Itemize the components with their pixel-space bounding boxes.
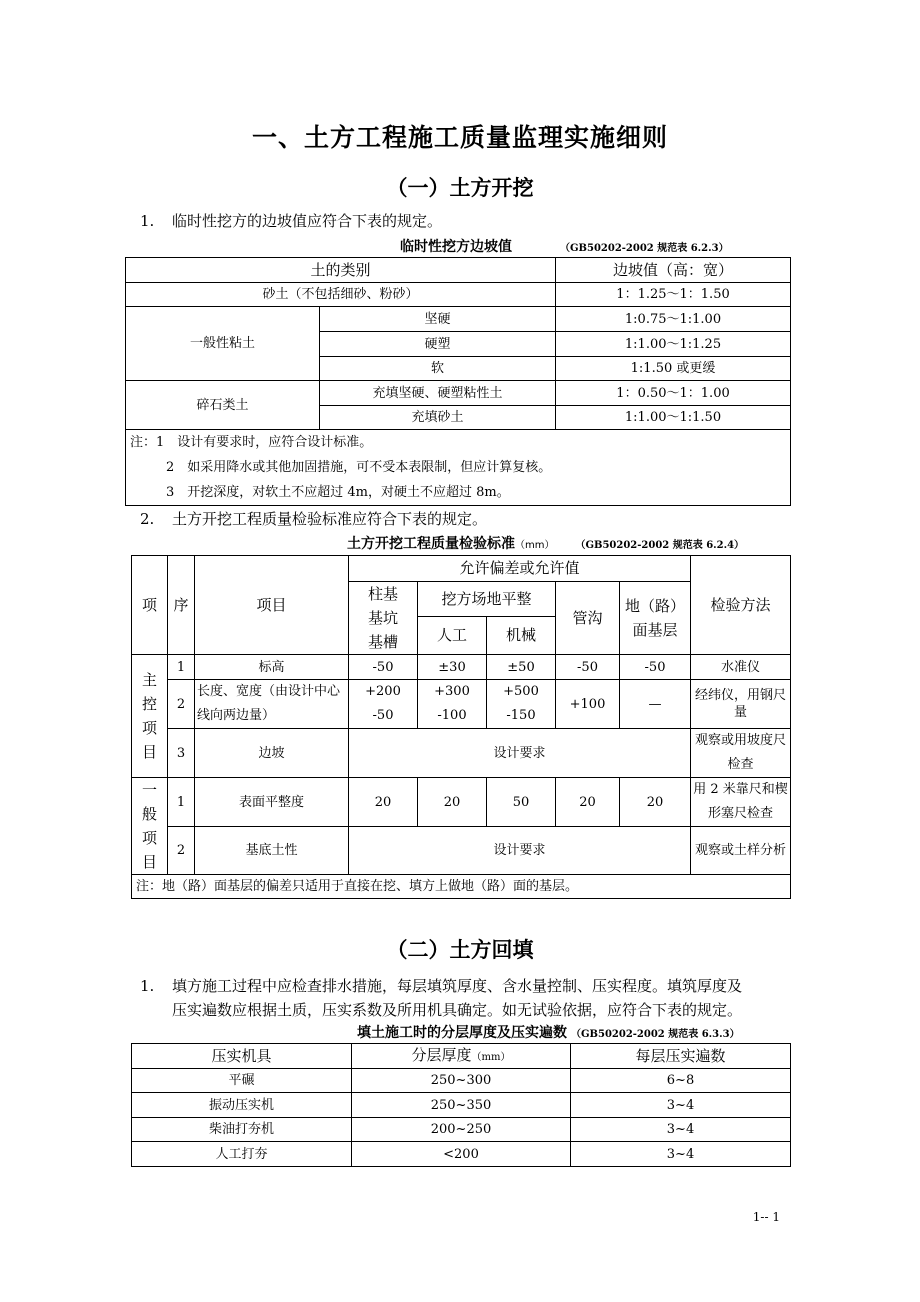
header-site: 挖方场地平整 — [418, 582, 556, 617]
category-main: 主 控 项 目 — [132, 655, 168, 778]
cell-value: 20 — [556, 778, 620, 827]
table-cell: 1：0.50～1：1.00 — [556, 381, 791, 406]
header-pit: 柱基 基坑 基槽 — [349, 582, 418, 655]
cell-value: 50 — [487, 778, 556, 827]
section2-para1 — [140, 974, 742, 1022]
para-text: 土方开挖工程质量检验标准应符合下表的规定。 — [172, 510, 488, 528]
page-title: 一、土方工程施工质量监理实施细则 — [251, 123, 668, 152]
para-number: 1. — [140, 212, 155, 230]
header-item: 项目 — [195, 556, 349, 655]
cell-value: +500 -150 — [487, 680, 556, 729]
cell-method: 用 2 米靠尺和楔形塞尺检查 — [691, 778, 791, 827]
cell-seq: 2 — [168, 827, 195, 875]
cell-value: ±30 — [418, 655, 487, 680]
table-cell: 1：1.25～1：1.50 — [556, 283, 791, 307]
cell-item: 标高 — [195, 655, 349, 680]
cell-value: 20 — [349, 778, 418, 827]
table-cell: 柴油打夯机 — [132, 1118, 352, 1142]
cell-merged: 设计要求 — [349, 827, 691, 875]
table-cell: 充填砂土 — [320, 406, 556, 430]
cell-method: 水准仪 — [691, 655, 791, 680]
para-line: 压实遍数应根据土质，压实系数及所用机具确定。如无试验依据，应符合下表的规定。 — [172, 1001, 743, 1019]
cell-value: — — [620, 680, 691, 729]
section1-para2 — [140, 509, 487, 529]
table1-caption-text: 临时性挖方边坡值 — [400, 239, 512, 255]
table-cell: <200 — [352, 1142, 571, 1167]
header-machine: 机械 — [487, 617, 556, 655]
cell-seq: 1 — [168, 778, 195, 827]
cell-method: 观察或土样分析 — [691, 827, 791, 875]
cell-merged: 设计要求 — [349, 729, 691, 778]
table1-ref: （GB50202-2002 规范表 6.2.3） — [560, 243, 729, 254]
table-cell: 3~4 — [571, 1118, 791, 1142]
table-cell: 3~4 — [571, 1093, 791, 1118]
table3-caption — [357, 1022, 740, 1042]
table-header: 土的类别 — [126, 258, 556, 283]
header-manual: 人工 — [418, 617, 487, 655]
cell-item: 长度、宽度（由设计中心线向两边量） — [195, 680, 349, 729]
table-header: 压实机具 — [132, 1044, 352, 1069]
cell-value: ±50 — [487, 655, 556, 680]
table-slope-values — [125, 257, 791, 506]
section1-heading: （一）土方开挖 — [386, 176, 534, 200]
table2-caption-text: 土方开挖工程质量检验标准 — [347, 536, 515, 552]
note-line: 3 开挖深度，对软土不应超过 4m，对硬土不应超过 8m。 — [166, 485, 510, 500]
cell-item: 基底土性 — [195, 827, 349, 875]
table-cell: 人工打夯 — [132, 1142, 352, 1167]
table1-caption — [400, 236, 729, 256]
section1-para1 — [140, 211, 442, 231]
cell-method: 经纬仪，用钢尺量 — [691, 680, 791, 729]
cell-method: 观察或用坡度尺检查 — [691, 729, 791, 778]
table2-unit: （mm） — [515, 540, 555, 551]
table-cell: 250~300 — [352, 1069, 571, 1093]
cell-seq: 2 — [168, 680, 195, 729]
header-text: 分层厚度 — [411, 1045, 472, 1064]
table-cell: 坚硬 — [320, 307, 556, 332]
table-cell: 6~8 — [571, 1069, 791, 1093]
table2-caption — [347, 533, 744, 553]
table-cell: 软 — [320, 357, 556, 381]
table-cell: 1:0.75～1:1.00 — [556, 307, 791, 332]
header-seq: 序 — [168, 556, 195, 655]
table-header: 每层压实遍数 — [571, 1044, 791, 1069]
header-allowance: 允许偏差或允许值 — [349, 556, 691, 582]
cell-item: 边坡 — [195, 729, 349, 778]
note-line: 2 如采用降水或其他加固措施，可不受本表限制，但应计算复核。 — [166, 460, 552, 475]
para-number: 1. — [140, 977, 155, 995]
cell-value: 20 — [418, 778, 487, 827]
header-item-category: 项 — [132, 556, 168, 655]
category-general: 一 般 项 目 — [132, 778, 168, 875]
table-cell-group: 一般性粘土 — [126, 307, 320, 381]
table-fill-layers — [131, 1043, 791, 1167]
section2-heading: （二）土方回填 — [386, 938, 534, 962]
table2-note: 注：地（路）面基层的偏差只适用于直接在挖、填方上做地（路）面的基层。 — [132, 875, 791, 899]
table-cell: 砂土（不包括细砂、粉砂） — [126, 283, 556, 307]
table-cell: 硬塑 — [320, 332, 556, 357]
table-cell: 1:1.00～1:1.50 — [556, 406, 791, 430]
table2-ref: （GB50202-2002 规范表 6.2.4） — [580, 540, 745, 551]
table-cell-group: 碎石类土 — [126, 381, 320, 430]
header-method: 检验方法 — [691, 556, 791, 655]
para-text: 填方施工过程中应检查排水措施，每层填筑厚度、含水量控制、压实程度。填筑厚度及 — [172, 977, 743, 995]
table-cell: 3~4 — [571, 1142, 791, 1167]
header-pipe: 管沟 — [556, 582, 620, 655]
cell-seq: 3 — [168, 729, 195, 778]
table-cell: 250~350 — [352, 1093, 571, 1118]
table-cell: 振动压实机 — [132, 1093, 352, 1118]
cell-value: +300 -100 — [418, 680, 487, 729]
table3-caption-text: 填土施工时的分层厚度及压实遍数 — [357, 1025, 567, 1041]
header-road: 地（路） 面基层 — [620, 582, 691, 655]
cell-value: -50 — [349, 655, 418, 680]
cell-value: -50 — [620, 655, 691, 680]
note-line: 注：1 设计有要求时，应符合设计标准。 — [130, 435, 373, 450]
table-cell: 1:1.50 或更缓 — [556, 357, 791, 381]
cell-item: 表面平整度 — [195, 778, 349, 827]
page-number: 1-- 1 — [752, 1210, 780, 1224]
header-unit: （mm） — [471, 1051, 511, 1063]
cell-value: -50 — [556, 655, 620, 680]
table3-ref: （GB50202-2002 规范表 6.3.3） — [571, 1029, 740, 1040]
table-cell: 充填坚硬、硬塑粘性土 — [320, 381, 556, 406]
cell-seq: 1 — [168, 655, 195, 680]
table-header: 边坡值（高：宽） — [556, 258, 791, 283]
table-cell: 200~250 — [352, 1118, 571, 1142]
para-text: 临时性挖方的边坡值应符合下表的规定。 — [172, 212, 443, 230]
cell-value: +100 — [556, 680, 620, 729]
para-line — [140, 974, 742, 998]
table-cell: 1:1.00～1:1.25 — [556, 332, 791, 357]
cell-value: +200 -50 — [349, 680, 418, 729]
para-number: 2. — [140, 510, 155, 528]
table-notes — [126, 430, 791, 506]
cell-value: 20 — [620, 778, 691, 827]
table-header — [352, 1044, 571, 1069]
table-cell: 平碾 — [132, 1069, 352, 1093]
table-excavation-standards — [131, 555, 791, 899]
